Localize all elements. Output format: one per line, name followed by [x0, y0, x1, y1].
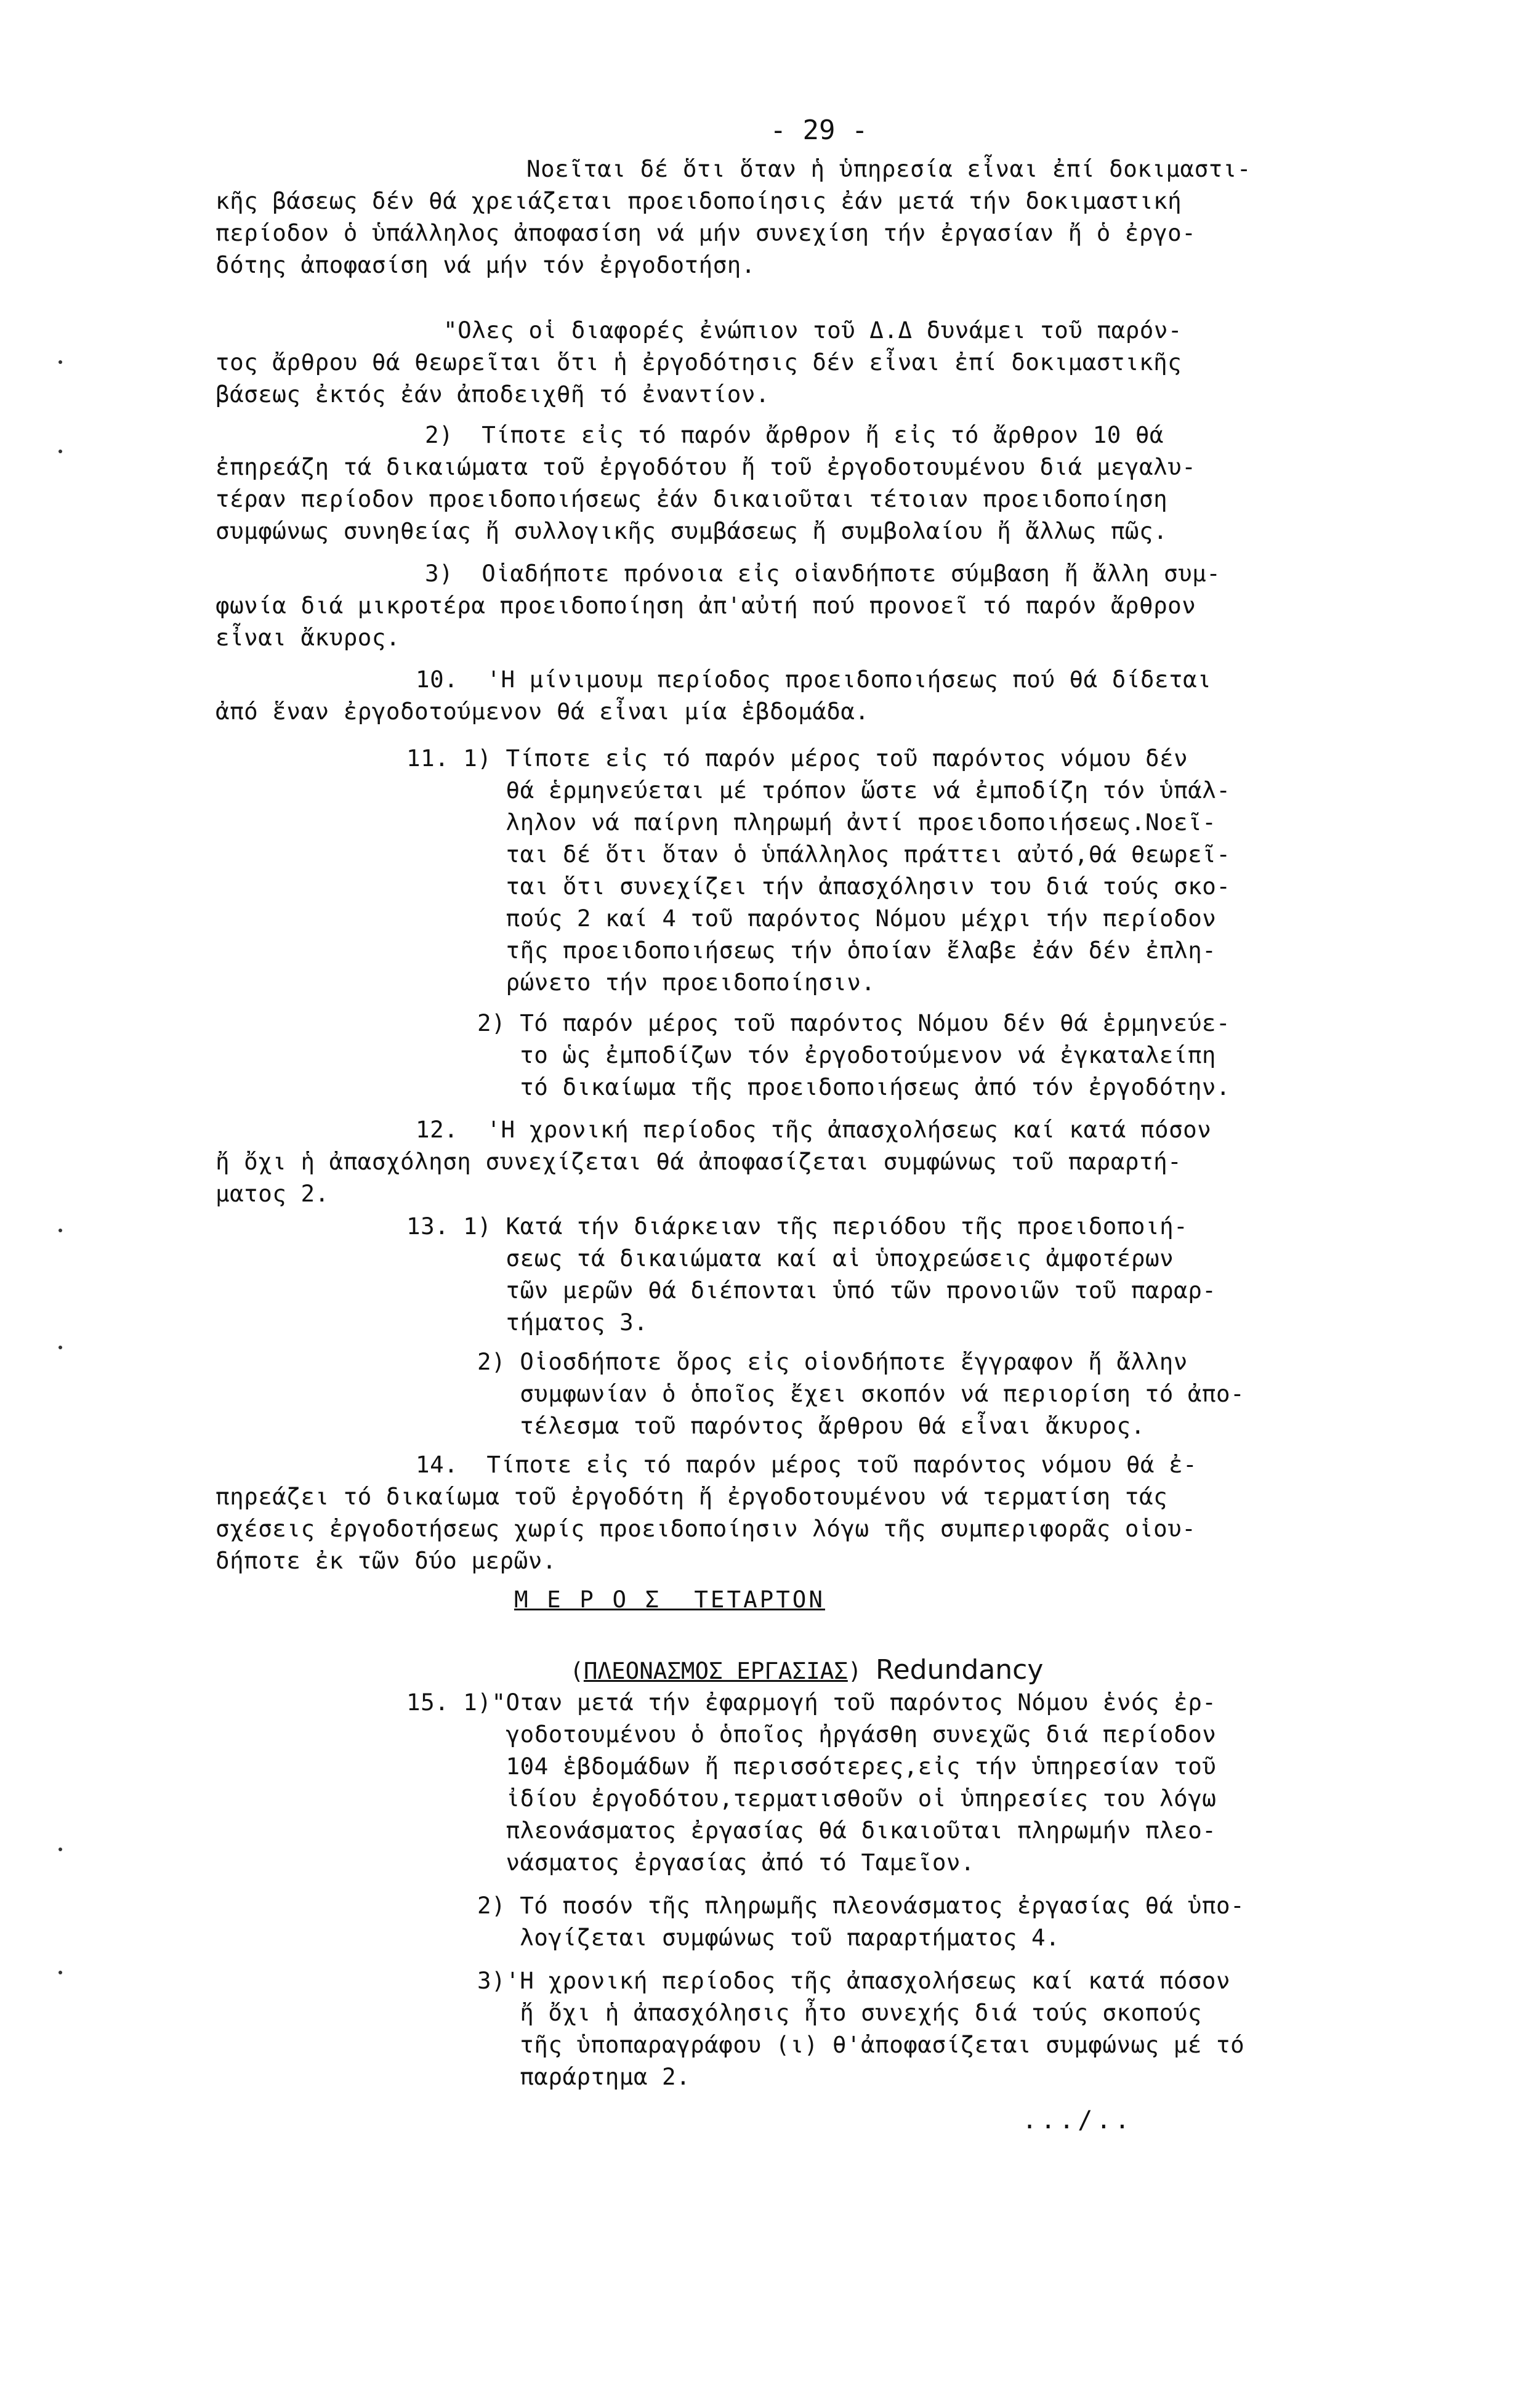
text-line: θά ἑρμηνεύεται μέ τρόπον ὥστε νά ἐμποδίζη τόν ὑπάλ-: [406, 777, 1231, 804]
text-line: 3) Οἱαδήποτε πρόνοια εἰς οἱανδήποτε σύμβαση ἤ ἄλλη συμ-: [425, 560, 1221, 587]
text-line: βάσεως ἐκτός ἐάν ἀποδειχθῆ τό ἐναντίον.: [216, 381, 770, 408]
text-line: δότης ἀποφασίση νά μήν τόν ἐργοδοτήση.: [216, 251, 756, 278]
text-line: παράρτημα 2.: [477, 2063, 691, 2090]
paragraph-12: [216, 1113, 1211, 1210]
scan-speck: [58, 1346, 62, 1349]
text-line: τέλεσμα τοῦ παρόντος ἄρθρου θά εἶναι ἄκυρος.: [477, 1412, 1145, 1439]
text-line: σχέσεις ἐργοδοτήσεως χωρίς προειδοποίησιν λόγω τῆς συμπεριφορᾶς οἱου-: [216, 1515, 1196, 1542]
paragraph-9-2: [216, 419, 1196, 547]
text-line: 3)'Η χρονική περίοδος τῆς ἀπασχολήσεως καί κατά πόσον: [477, 1967, 1231, 1994]
paragraph-10: [216, 663, 1211, 727]
text-line: κῆς βάσεως δέν θά χρειάζεται προειδοποίησις ἐάν μετά τήν δοκιμαστική: [216, 187, 1182, 214]
text-line: ἤ ὄχι ἡ ἀπασχόληση συνεχίζεται θά ἀποφασίζεται συμφώνως τοῦ παραρτή-: [216, 1148, 1182, 1175]
text-line: τό δικαίωμα τῆς προειδοποιήσεως ἀπό τόν ἐργοδότην.: [477, 1073, 1231, 1101]
text-line: ματος 2.: [216, 1180, 329, 1207]
text-line: τήματος 3.: [406, 1309, 648, 1336]
text-line: περίοδον ὁ ὑπάλληλος ἀποφασίση νά μήν συνεχίση τήν ἐργασίαν ἤ ὁ ἐργο-: [216, 219, 1196, 246]
text-line: συμφώνως συνηθείας ἤ συλλογικῆς συμβάσεως ἤ συμβολαίου ἤ ἄλλως πῶς.: [216, 517, 1168, 544]
text-line: τος ἄρθρου θά θεωρεῖται ὅτι ἡ ἐργοδότησις δέν εἶναι ἐπί δοκιμαστικῆς: [216, 349, 1182, 376]
text-line: νάσματος ἐργασίας ἀπό τό Ταμεῖον.: [406, 1849, 975, 1876]
paragraph-9-3: [216, 557, 1220, 653]
text-line: πηρεάζει τό δικαίωμα τοῦ ἐργοδότη ἤ ἐργοδοτουμένου νά τερματίση τάς: [216, 1483, 1168, 1510]
paragraph-15-1: [406, 1686, 1216, 1878]
text-line: γοδοτουμένου ὁ ὁποῖος ἠργάσθη συνεχῶς διά περίοδον: [406, 1721, 1217, 1748]
text-line: 15. 1)"Οταν μετά τήν ἐφαρμογή τοῦ παρόντος Νόμου ἑνός ἐρ-: [406, 1689, 1217, 1716]
text-line: 2) Τό ποσόν τῆς πληρωμῆς πλεονάσματος ἐργασίας θά ὑπο-: [477, 1892, 1245, 1919]
scan-speck: [58, 1971, 62, 1974]
text-line: πλεονάσματος ἐργασίας θά δικαιοῦται πληρωμήν πλεο-: [406, 1817, 1217, 1844]
text-line: 13. 1) Κατά τήν διάρκειαν τῆς περιόδου τῆς προειδοποιή-: [406, 1213, 1188, 1240]
paragraph-14: [216, 1448, 1197, 1577]
subheading-english: Redundancy: [876, 1654, 1044, 1686]
text-line: ἀπό ἕναν ἐργοδοτούμενον θά εἶναι μία ἑβδομάδα.: [216, 698, 869, 725]
scan-speck: [58, 450, 62, 453]
text-line: συμφωνίαν ὁ ὁποῖος ἔχει σκοπόν νά περιορίση τό ἀπο-: [477, 1380, 1245, 1407]
text-line: εἶναι ἄκυρος.: [216, 624, 400, 651]
text-line: ἰδίου ἐργοδότου,τερματισθοῦν οἱ ὑπηρεσίες του λόγω: [406, 1785, 1217, 1812]
text-line: 14. Τίποτε εἰς τό παρόν μέρος τοῦ παρόντος νόμου θά ἐ-: [416, 1451, 1198, 1478]
subheading-greek: ΠΛΕΟΝΑΣΜΟΣ ΕΡΓΑΣΙΑΣ: [583, 1657, 848, 1684]
paragraph-11-1: [406, 742, 1230, 998]
part-heading: Μ Ε Ρ Ο Σ ΤΕΤΑΡΤΟΝ: [514, 1586, 825, 1613]
text-line: 2) Οἱοσδήποτε ὅρος εἰς οἱονδήποτε ἔγγραφον ἤ ἄλλην: [477, 1348, 1188, 1375]
text-line: 2) Τό παρόν μέρος τοῦ παρόντος Νόμου δέν θά ἑρμηνεύε-: [477, 1009, 1231, 1036]
continuation-mark: .../..: [1022, 2106, 1134, 2134]
paragraph-15-2: [477, 1889, 1244, 1953]
text-line: 104 ἑβδομάδων ἤ περισσότερες,εἰς τήν ὑπηρεσίαν τοῦ: [406, 1753, 1217, 1780]
text-line: ται ὅτι συνεχίζει τήν ἀπασχόλησιν του διά τούς σκο-: [406, 873, 1231, 900]
text-line: τῆς ὑποπαραγράφου (ι) θ'ἀποφασίζεται συμφώνως μέ τό: [477, 2031, 1245, 2058]
text-line: πούς 2 καί 4 τοῦ παρόντος Νόμου μέχρι τήν περίοδον: [406, 905, 1217, 932]
text-line: "Ολες οἱ διαφορές ἐνώπιον τοῦ Δ.Δ δυνάμει τοῦ παρόν-: [443, 317, 1182, 344]
text-line: ἐπηρεάζη τά δικαιώματα τοῦ ἐργοδότου ἤ τοῦ ἐργοδοτουμένου διά μεγαλυ-: [216, 453, 1196, 480]
text-line: ρώνετο τήν προειδοποίησιν.: [406, 969, 876, 996]
paragraph-13-1: [406, 1210, 1216, 1338]
text-line: 10. 'Η μίνιμουμ περίοδος προειδοποιήσεως πού θά δίδεται: [416, 666, 1212, 693]
text-line: 12. 'Η χρονική περίοδος τῆς ἀπασχολήσεως καί κατά πόσον: [416, 1116, 1212, 1143]
paragraph-11-2: [477, 1007, 1230, 1103]
text-line: 11. 1) Τίποτε εἰς τό παρόν μέρος τοῦ παρόντος νόμου δέν: [406, 745, 1188, 772]
text-line: τῆς προειδοποιήσεως τήν ὁποίαν ἔλαβε ἐάν δέν ἐπλη-: [406, 937, 1217, 964]
text-line: τέραν περίοδον προειδοποιήσεως ἐάν δικαιοῦται τέτοιαν προειδοποίηση: [216, 485, 1168, 512]
paragraph-oles: [216, 314, 1182, 410]
subheading-close: ): [847, 1657, 862, 1684]
scan-speck: [58, 1848, 62, 1851]
text-line: Νοεῖται δέ ὅτι ὅταν ἡ ὑπηρεσία εἶναι ἐπί δοκιμαστι-: [526, 155, 1251, 182]
text-line: σεως τά δικαιώματα καί αἱ ὑποχρεώσεις ἀμφοτέρων: [406, 1245, 1174, 1272]
text-line: λογίζεται συμφώνως τοῦ παραρτήματος 4.: [477, 1924, 1060, 1951]
page-number: - 29 -: [770, 115, 868, 146]
paragraph-15-3: [477, 1965, 1244, 2093]
text-line: ται δέ ὅτι ὅταν ὁ ὑπάλληλος πράττει αὐτό,θά θεωρεῖ-: [406, 841, 1231, 868]
scan-speck: [58, 1229, 62, 1232]
paragraph-intro-cont: [216, 153, 1196, 281]
text-line: τῶν μερῶν θά διέπονται ὑπό τῶν προνοιῶν τοῦ παραρ-: [406, 1277, 1217, 1304]
subheading-open: (: [570, 1657, 584, 1684]
scan-speck: [58, 360, 62, 364]
paragraph-13-2: [477, 1346, 1244, 1442]
text-line: φωνία διά μικροτέρα προειδοποίηση ἀπ'αὐτή πού προνοεῖ τό παρόν ἄρθρον: [216, 592, 1196, 619]
text-line: ἤ ὄχι ἡ ἀπασχόλησις ἦτο συνεχής διά τούς σκοπούς: [477, 1999, 1202, 2026]
text-line: δήποτε ἐκ τῶν δύο μερῶν.: [216, 1547, 557, 1574]
text-line: 2) Τίποτε εἰς τό παρόν ἄρθρον ἤ εἰς τό ἄρθρον 10 θά: [425, 421, 1164, 448]
text-line: το ὡς ἐμποδίζων τόν ἐργοδοτούμενον νά ἐγκαταλείπη: [477, 1041, 1216, 1068]
text-line: ληλον νά παίρνη πληρωμή ἀντί προειδοποιήσεως.Νοεῖ-: [406, 809, 1217, 836]
